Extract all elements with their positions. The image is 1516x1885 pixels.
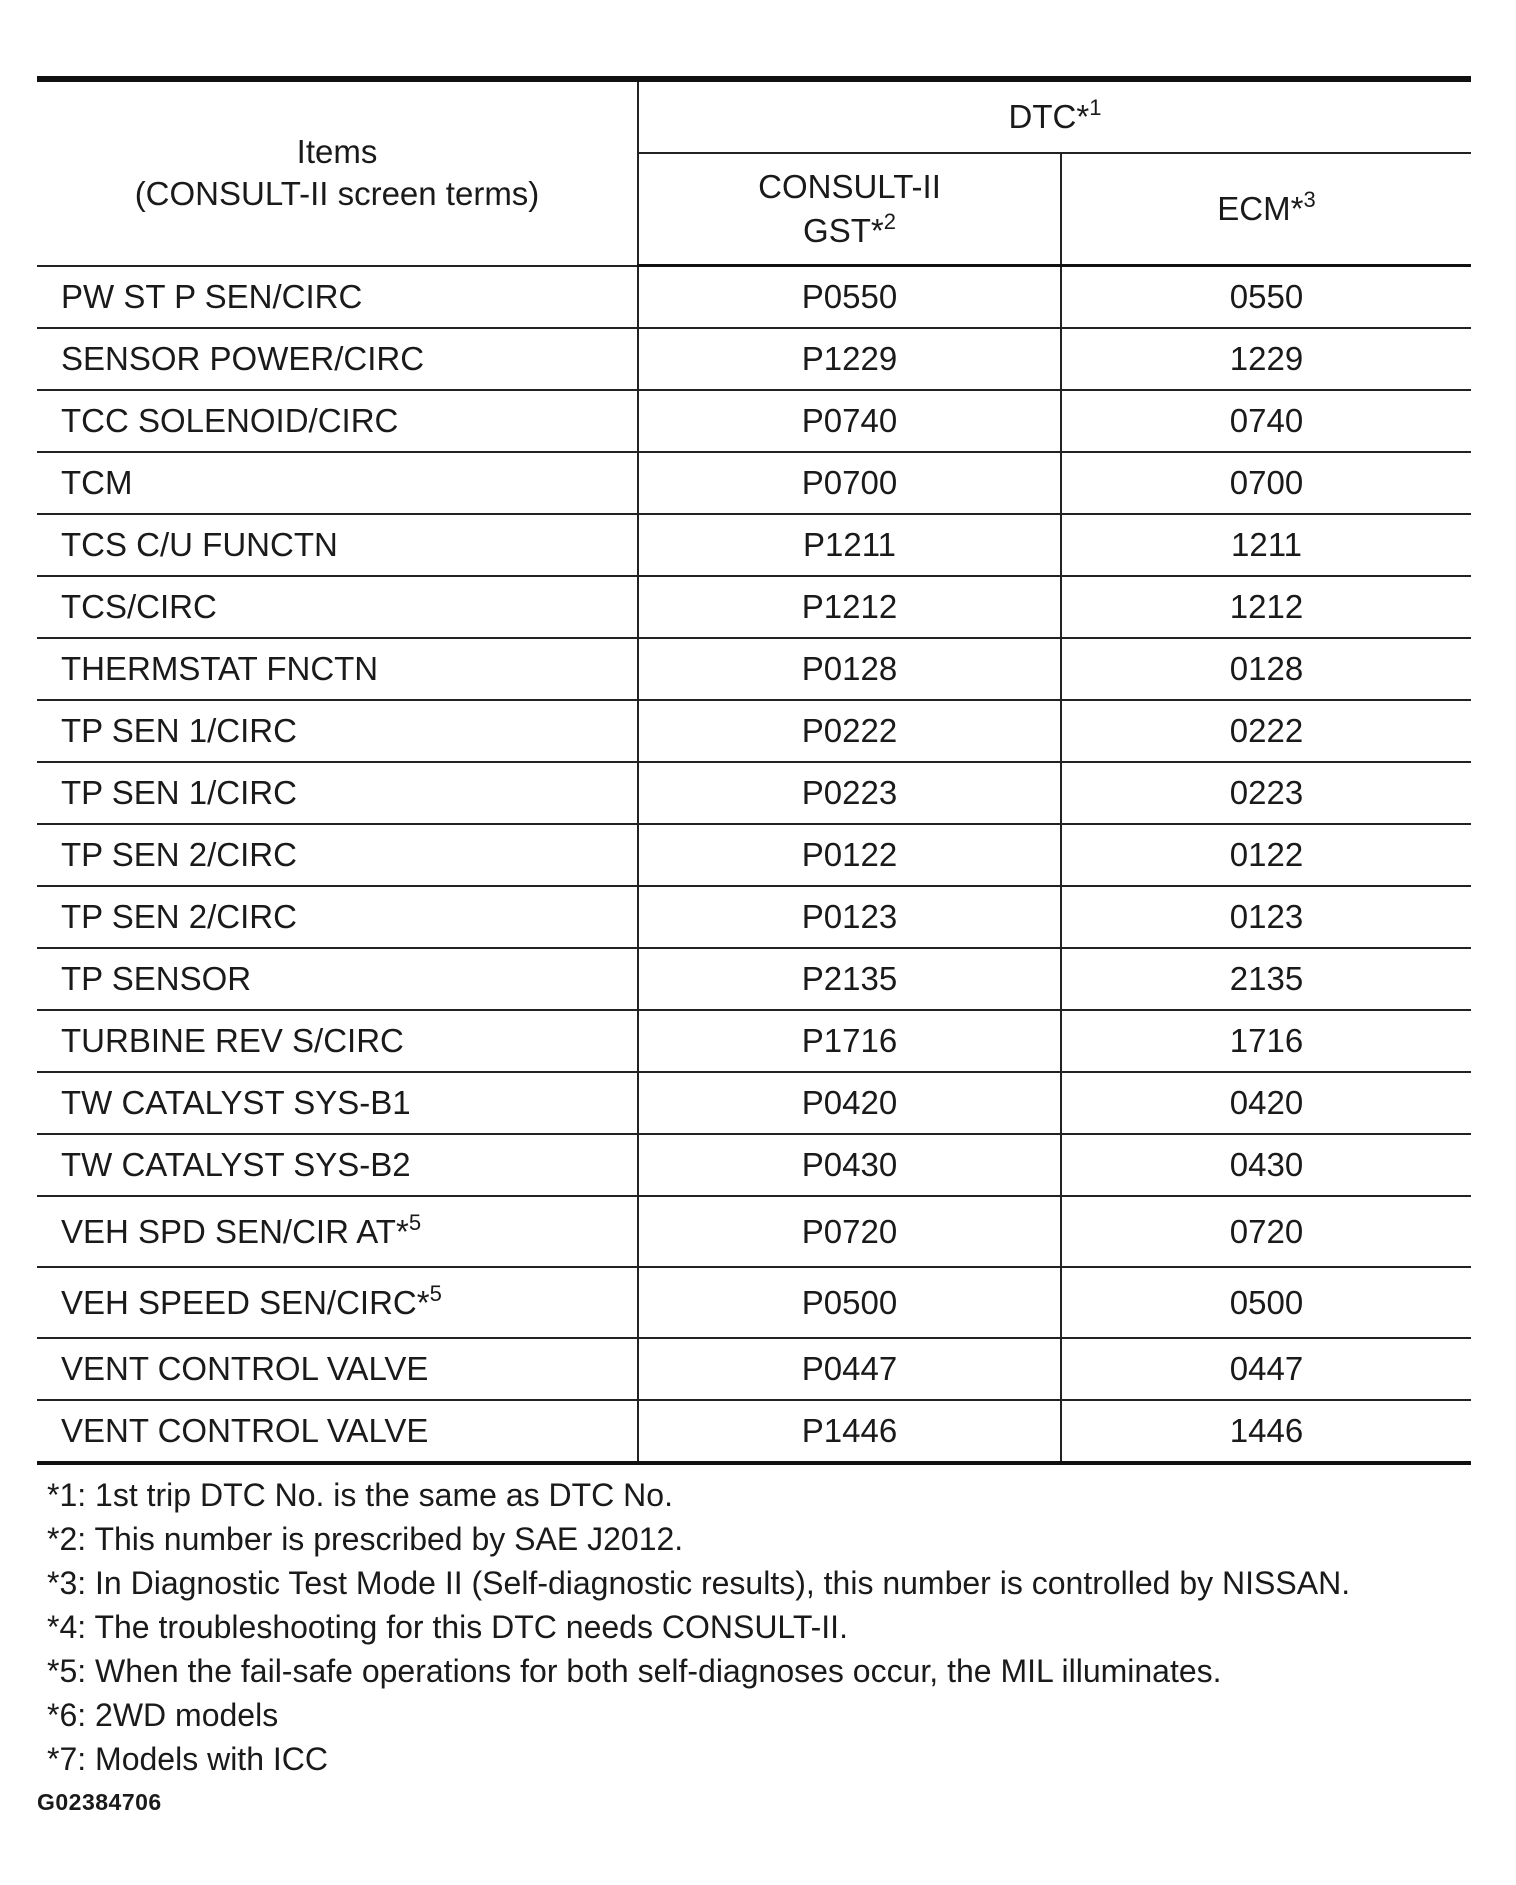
table-row bbox=[37, 700, 1471, 762]
consult-gst-code-cell: P1211 bbox=[638, 514, 1061, 576]
item-cell bbox=[37, 948, 638, 1010]
item-cell bbox=[37, 1338, 638, 1400]
ecm-code-cell: 0550 bbox=[1061, 266, 1471, 329]
ecm-code-cell: 1446 bbox=[1061, 1400, 1471, 1463]
consult-gst-code-cell: P0420 bbox=[638, 1072, 1061, 1134]
consult-gst-code-cell: P0720 bbox=[638, 1196, 1061, 1267]
item-cell bbox=[37, 328, 638, 390]
table-row bbox=[37, 824, 1471, 886]
item-text: TCS/CIRC bbox=[61, 588, 217, 625]
item-cell bbox=[37, 1400, 638, 1463]
ecm-code-cell: 0720 bbox=[1061, 1196, 1471, 1267]
consult-gst-code-cell: P0550 bbox=[638, 266, 1061, 329]
ecm-code-cell: 0222 bbox=[1061, 700, 1471, 762]
consult-gst-code-cell: P0122 bbox=[638, 824, 1061, 886]
item-footnote-ref: 5 bbox=[408, 1209, 422, 1235]
item-cell bbox=[37, 762, 638, 824]
items-header-line1: Items bbox=[296, 133, 378, 171]
items-header-line2: (CONSULT-II screen terms) bbox=[134, 175, 540, 213]
item-text: VENT CONTROL VALVE bbox=[61, 1350, 429, 1387]
ecm-code-cell: 0430 bbox=[1061, 1134, 1471, 1196]
ecm-code-cell: 0420 bbox=[1061, 1072, 1471, 1134]
footnote-line: *2: This number is prescribed by SAE J2012. bbox=[47, 1521, 684, 1557]
ecm-code-cell: 0500 bbox=[1061, 1267, 1471, 1338]
ecm-code-cell: 1212 bbox=[1061, 576, 1471, 638]
figure-id: G02384706 bbox=[37, 1789, 162, 1815]
consult-gst-column-header bbox=[638, 153, 1061, 266]
item-text: TP SENSOR bbox=[61, 960, 252, 997]
table-row bbox=[37, 948, 1471, 1010]
consult-gst-code-cell: P0700 bbox=[638, 452, 1061, 514]
footnote-line: *1: 1st trip DTC No. is the same as DTC No. bbox=[47, 1477, 673, 1513]
consult-gst-code-cell: P0223 bbox=[638, 762, 1061, 824]
footnote-line: *4: The troubleshooting for this DTC needs CONSULT-II. bbox=[47, 1609, 848, 1645]
table-row bbox=[37, 266, 1471, 329]
item-cell bbox=[37, 700, 638, 762]
item-cell bbox=[37, 824, 638, 886]
table-row bbox=[37, 514, 1471, 576]
item-text: TCS C/U FUNCTN bbox=[61, 526, 338, 563]
item-cell bbox=[37, 1134, 638, 1196]
ecm-code-cell: 0123 bbox=[1061, 886, 1471, 948]
consult-gst-code-cell: P1446 bbox=[638, 1400, 1061, 1463]
footnote-line: *3: In Diagnostic Test Mode II (Self-diagnostic results), this number is controlled by NISSAN. bbox=[47, 1565, 1351, 1601]
consult-gst-code-cell: P0500 bbox=[638, 1267, 1061, 1338]
item-cell bbox=[37, 514, 638, 576]
table-row bbox=[37, 1267, 1471, 1338]
consult-gst-code-cell: P0128 bbox=[638, 638, 1061, 700]
consult-header-line1: CONSULT-II bbox=[758, 168, 941, 205]
dtc-table-body bbox=[37, 266, 1471, 1464]
ecm-header-text: ECM* bbox=[1217, 190, 1304, 227]
consult-gst-code-cell: P0447 bbox=[638, 1338, 1061, 1400]
footnote-line: *6: 2WD models bbox=[47, 1697, 279, 1733]
consult-gst-code-cell: P0430 bbox=[638, 1134, 1061, 1196]
consult-gst-code-cell: P0740 bbox=[638, 390, 1061, 452]
item-text: PW ST P SEN/CIRC bbox=[61, 277, 363, 315]
consult-gst-code-cell: P1229 bbox=[638, 328, 1061, 390]
footnote-line: *5: When the fail-safe operations for both self-diagnoses occur, the MIL illuminates. bbox=[47, 1653, 1222, 1689]
ecm-code-cell: 2135 bbox=[1061, 948, 1471, 1010]
item-text: TW CATALYST SYS-B2 bbox=[61, 1146, 411, 1183]
ecm-code-cell: 0128 bbox=[1061, 638, 1471, 700]
item-text: TP SEN 1/CIRC bbox=[61, 712, 297, 749]
item-cell bbox=[37, 1010, 638, 1072]
table-row bbox=[37, 1338, 1471, 1400]
table-row bbox=[37, 1010, 1471, 1072]
consult-gst-code-cell: P1212 bbox=[638, 576, 1061, 638]
ecm-code-cell: 0740 bbox=[1061, 390, 1471, 452]
item-cell bbox=[37, 1196, 638, 1267]
consult-gst-code-cell: P0123 bbox=[638, 886, 1061, 948]
table-row bbox=[37, 1196, 1471, 1267]
table-row bbox=[37, 762, 1471, 824]
item-text: TW CATALYST SYS-B1 bbox=[61, 1084, 411, 1121]
item-text: TP SEN 2/CIRC bbox=[61, 836, 297, 873]
item-text: TCM bbox=[61, 464, 133, 501]
ecm-header-footnote: 3 bbox=[1303, 187, 1316, 212]
consult-gst-code-cell: P0222 bbox=[638, 700, 1061, 762]
item-cell bbox=[37, 390, 638, 452]
item-cell bbox=[37, 266, 638, 329]
item-footnote-ref: 5 bbox=[429, 1280, 442, 1306]
item-text: TCC SOLENOID/CIRC bbox=[61, 402, 399, 439]
item-text: THERMSTAT FNCTN bbox=[61, 650, 379, 687]
ecm-code-cell: 0223 bbox=[1061, 762, 1471, 824]
ecm-code-cell: 0447 bbox=[1061, 1338, 1471, 1400]
ecm-code-cell: 1716 bbox=[1061, 1010, 1471, 1072]
ecm-code-cell: 0700 bbox=[1061, 452, 1471, 514]
item-text: SENSOR POWER/CIRC bbox=[61, 340, 425, 377]
consult-header-line2: GST* bbox=[803, 212, 884, 249]
dtc-table bbox=[37, 76, 1471, 1465]
table-row bbox=[37, 452, 1471, 514]
footnote-line: *7: Models with ICC bbox=[47, 1741, 328, 1777]
table-row bbox=[37, 328, 1471, 390]
item-text: TP SEN 2/CIRC bbox=[61, 898, 297, 935]
item-text: VEH SPD SEN/CIR AT* bbox=[61, 1212, 409, 1250]
item-cell bbox=[37, 638, 638, 700]
item-text: VEH SPEED SEN/CIRC* bbox=[61, 1283, 430, 1321]
table-row bbox=[37, 576, 1471, 638]
table-row bbox=[37, 886, 1471, 948]
item-text: TP SEN 1/CIRC bbox=[61, 774, 297, 811]
table-row bbox=[37, 1134, 1471, 1196]
consult-gst-code-cell: P2135 bbox=[638, 948, 1061, 1010]
item-cell bbox=[37, 1072, 638, 1134]
ecm-code-cell: 1211 bbox=[1061, 514, 1471, 576]
dtc-header-footnote: 1 bbox=[1089, 95, 1102, 120]
ecm-column-header bbox=[1061, 153, 1471, 266]
item-text: TURBINE REV S/CIRC bbox=[61, 1022, 404, 1059]
table-row bbox=[37, 1400, 1471, 1463]
item-text: VENT CONTROL VALVE bbox=[61, 1412, 429, 1449]
dtc-document bbox=[37, 76, 1471, 1816]
item-cell bbox=[37, 576, 638, 638]
consult-gst-code-cell: P1716 bbox=[638, 1010, 1061, 1072]
dtc-column-header bbox=[638, 79, 1471, 153]
dtc-header-text: DTC* bbox=[1008, 98, 1090, 135]
items-column-header bbox=[37, 79, 638, 266]
table-row bbox=[37, 1072, 1471, 1134]
ecm-code-cell: 0122 bbox=[1061, 824, 1471, 886]
ecm-code-cell: 1229 bbox=[1061, 328, 1471, 390]
item-cell bbox=[37, 452, 638, 514]
item-cell bbox=[37, 1267, 638, 1338]
table-row bbox=[37, 390, 1471, 452]
footnotes bbox=[37, 1473, 1471, 1781]
consult-header-footnote: 2 bbox=[883, 209, 896, 234]
item-cell bbox=[37, 886, 638, 948]
table-row bbox=[37, 638, 1471, 700]
